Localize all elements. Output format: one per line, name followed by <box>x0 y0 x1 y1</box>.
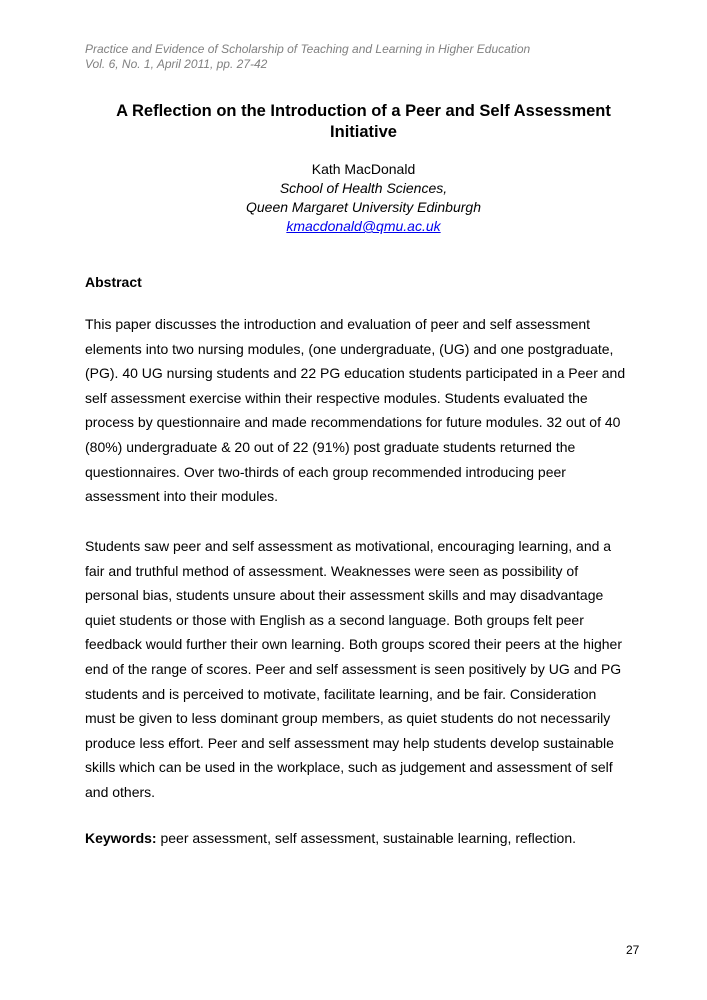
title-line-2: Initiative <box>330 123 397 141</box>
text-line: self assessment exercise within their respective modules. Students evaluated the <box>85 389 588 406</box>
journal-name: Practice and Evidence of Scholarship of Teaching and Learning in Higher Education <box>85 42 531 56</box>
author-name: Kath MacDonald <box>311 161 416 177</box>
text-line: This paper discusses the introduction and evaluation of peer and self assessment <box>85 316 591 332</box>
keywords-text: peer assessment, self assessment, sustainable learning, reflection. <box>156 830 577 846</box>
text-line: students and is perceived to motivate, facilitate learning, and be fair. Consideration <box>85 685 597 702</box>
text-line: and others. <box>85 783 156 800</box>
text-line: fair and truthful method of assessment. Weaknesses were seen as possibility of <box>85 562 579 579</box>
text-line: assessment into their modules. <box>85 488 278 505</box>
text-line: (80%) undergraduate & 20 out of 22 (91%) post graduate students returned the <box>85 438 576 455</box>
title-line-1: A Reflection on the Introduction of a Peer and Self Assessment <box>116 102 611 120</box>
text-line: questionnaires. Over two-thirds of each group recommended introducing peer <box>85 463 566 480</box>
text-line: process by questionnaire and made recommendations for future modules. 32 out of 40 <box>85 414 621 431</box>
abstract-heading: Abstract <box>85 274 142 290</box>
text-line: quiet students or those with English as a second language. Both groups felt peer <box>85 611 584 628</box>
text-line: Students saw peer and self assessment as motivational, encouraging learning, and a <box>85 538 612 554</box>
text-line: produce less effort. Peer and self assessment may help students develop sustainable <box>85 734 614 751</box>
text-line: must be given to less dominant group members, as quiet students do not necessarily <box>85 710 611 727</box>
text-line: feedback would further their own learning. Both groups scored their peers at the higher <box>85 636 622 653</box>
abstract-paragraph-2 <box>85 534 645 805</box>
text-line: (PG). 40 UG nursing students and 22 PG education students participated in a Peer and <box>85 365 626 382</box>
running-header <box>85 42 530 72</box>
author-email-link[interactable]: kmacdonald@qmu.ac.uk <box>286 218 441 234</box>
text-line: personal bias, students unsure about their assessment skills and may disadvantage <box>85 587 604 604</box>
text-line: elements into two nursing modules, (one undergraduate, (UG) and one postgraduate, <box>85 340 614 357</box>
text-line: end of the range of scores. Peer and self assessment is seen positively by UG and PG <box>85 660 622 677</box>
keywords <box>85 830 576 846</box>
volume-info: Vol. 6, No. 1, April 2011, pp. 27-42 <box>85 57 268 71</box>
keywords-label: Keywords: <box>85 830 157 846</box>
paper-title <box>60 101 667 143</box>
page-number: 27 <box>626 943 640 957</box>
author-block <box>60 160 667 236</box>
author-department: School of Health Sciences, <box>279 180 448 196</box>
text-line: skills which can be used in the workplace, such as judgement and assessment of self <box>85 759 613 776</box>
abstract-paragraph-1 <box>85 312 645 509</box>
author-institution: Queen Margaret University Edinburgh <box>245 199 481 215</box>
